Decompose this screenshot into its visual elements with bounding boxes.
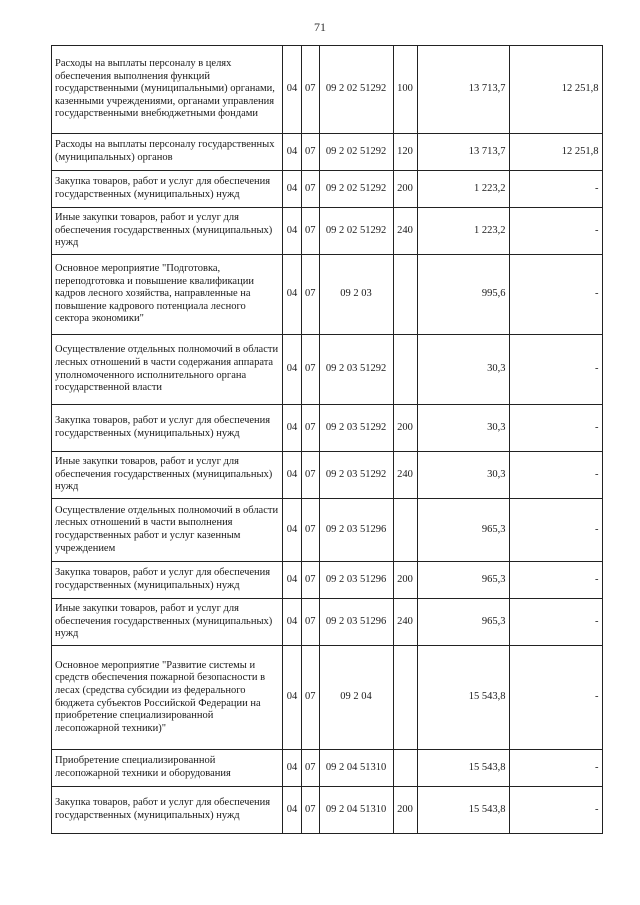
page-number: 71 — [314, 20, 326, 34]
amount-first: 15 543,8 — [417, 787, 509, 834]
expense-name: Закупка товаров, работ и услуг для обеспечения государственных (муниципальных) нужд — [52, 171, 283, 208]
table-row — [52, 562, 603, 599]
expense-type-code: 200 — [393, 171, 417, 208]
subsection-code: 07 — [302, 171, 320, 208]
table-row — [52, 599, 603, 646]
amount-second: - — [509, 562, 602, 599]
subsection-code: 07 — [302, 452, 320, 499]
expense-type-code — [393, 499, 417, 562]
amount-first: 1 223,2 — [417, 171, 509, 208]
table-row — [52, 208, 603, 255]
expense-name: Основное мероприятие "Развитие системы и средств обеспечения пожарной безопасности в лесах (средства субсидии из федерального бюджета субъектов Российской Федерации на приобретение специализированной лесопожарной техники)" — [52, 646, 283, 750]
section-code: 04 — [283, 562, 302, 599]
expense-name: Расходы на выплаты персоналу в целях обеспечения выполнения функций государственными (муниципальными) органами, казенными учреждениями, органами управления государственными внебюджетными фондами — [52, 46, 283, 134]
expense-name: Основное мероприятие "Подготовка, переподготовка и повышение квалификации кадров лесного хозяйства, направленные на повышение кадрового потенциала лесного сектора экономики" — [52, 255, 283, 335]
expense-type-code — [393, 646, 417, 750]
target-article-code: 09 2 03 51292 — [319, 335, 393, 405]
target-article-code: 09 2 04 51310 — [319, 787, 393, 834]
subsection-code: 07 — [302, 599, 320, 646]
amount-second: - — [509, 405, 602, 452]
amount-first: 13 713,7 — [417, 134, 509, 171]
expense-name: Иные закупки товаров, работ и услуг для обеспечения государственных (муниципальных) нужд — [52, 599, 283, 646]
section-code: 04 — [283, 750, 302, 787]
expense-name: Расходы на выплаты персоналу государственных (муниципальных) органов — [52, 134, 283, 171]
table-row — [52, 750, 603, 787]
section-code: 04 — [283, 171, 302, 208]
expense-name: Закупка товаров, работ и услуг для обеспечения государственных (муниципальных) нужд — [52, 562, 283, 599]
expense-name: Осуществление отдельных полномочий в области лесных отношений в части выполнения государственных работ и услуг казенным учреждением — [52, 499, 283, 562]
target-article-code: 09 2 04 51310 — [319, 750, 393, 787]
section-code: 04 — [283, 134, 302, 171]
subsection-code: 07 — [302, 405, 320, 452]
amount-first: 15 543,8 — [417, 646, 509, 750]
amount-first: 965,3 — [417, 599, 509, 646]
amount-second: - — [509, 452, 602, 499]
expense-type-code: 200 — [393, 562, 417, 599]
amount-first: 30,3 — [417, 452, 509, 499]
table-row — [52, 405, 603, 452]
amount-first: 965,3 — [417, 562, 509, 599]
section-code: 04 — [283, 405, 302, 452]
expense-type-code — [393, 255, 417, 335]
section-code: 04 — [283, 787, 302, 834]
target-article-code: 09 2 03 51296 — [319, 599, 393, 646]
section-code: 04 — [283, 646, 302, 750]
table-row — [52, 787, 603, 834]
subsection-code: 07 — [302, 646, 320, 750]
amount-first: 995,6 — [417, 255, 509, 335]
table-row — [52, 335, 603, 405]
subsection-code: 07 — [302, 335, 320, 405]
table-row — [52, 646, 603, 750]
budget-table — [51, 45, 603, 834]
table-body — [52, 46, 603, 834]
table-row — [52, 134, 603, 171]
subsection-code: 07 — [302, 499, 320, 562]
amount-second: 12 251,8 — [509, 46, 602, 134]
amount-second: - — [509, 599, 602, 646]
expense-type-code — [393, 335, 417, 405]
target-article-code: 09 2 03 — [319, 255, 393, 335]
amount-first: 13 713,7 — [417, 46, 509, 134]
amount-second: - — [509, 335, 602, 405]
amount-second: - — [509, 750, 602, 787]
expense-name: Иные закупки товаров, работ и услуг для обеспечения государственных (муниципальных) нужд — [52, 208, 283, 255]
amount-second: 12 251,8 — [509, 134, 602, 171]
amount-second: - — [509, 499, 602, 562]
amount-second: - — [509, 787, 602, 834]
subsection-code: 07 — [302, 255, 320, 335]
expense-type-code: 240 — [393, 452, 417, 499]
amount-second: - — [509, 171, 602, 208]
amount-first: 965,3 — [417, 499, 509, 562]
target-article-code: 09 2 04 — [319, 646, 393, 750]
expense-name: Приобретение специализированной лесопожарной техники и оборудования — [52, 750, 283, 787]
section-code: 04 — [283, 499, 302, 562]
amount-first: 15 543,8 — [417, 750, 509, 787]
target-article-code: 09 2 03 51292 — [319, 452, 393, 499]
expense-name: Осуществление отдельных полномочий в области лесных отношений в части содержания аппарата уполномоченного исполнительного органа государственной власти — [52, 335, 283, 405]
expense-type-code: 100 — [393, 46, 417, 134]
table-row — [52, 499, 603, 562]
section-code: 04 — [283, 208, 302, 255]
table-row — [52, 452, 603, 499]
expense-type-code: 240 — [393, 208, 417, 255]
expense-type-code: 120 — [393, 134, 417, 171]
table-row — [52, 255, 603, 335]
amount-first: 30,3 — [417, 335, 509, 405]
expense-name: Закупка товаров, работ и услуг для обеспечения государственных (муниципальных) нужд — [52, 787, 283, 834]
target-article-code: 09 2 02 51292 — [319, 134, 393, 171]
amount-second: - — [509, 208, 602, 255]
expense-type-code: 200 — [393, 787, 417, 834]
amount-second: - — [509, 255, 602, 335]
expense-name: Закупка товаров, работ и услуг для обеспечения государственных (муниципальных) нужд — [52, 405, 283, 452]
expense-type-code — [393, 750, 417, 787]
subsection-code: 07 — [302, 134, 320, 171]
expense-type-code: 240 — [393, 599, 417, 646]
section-code: 04 — [283, 46, 302, 134]
section-code: 04 — [283, 452, 302, 499]
target-article-code: 09 2 03 51296 — [319, 499, 393, 562]
amount-first: 30,3 — [417, 405, 509, 452]
target-article-code: 09 2 02 51292 — [319, 46, 393, 134]
section-code: 04 — [283, 599, 302, 646]
subsection-code: 07 — [302, 750, 320, 787]
table-row — [52, 171, 603, 208]
target-article-code: 09 2 03 51292 — [319, 405, 393, 452]
amount-first: 1 223,2 — [417, 208, 509, 255]
expense-type-code: 200 — [393, 405, 417, 452]
subsection-code: 07 — [302, 787, 320, 834]
table-row — [52, 46, 603, 134]
target-article-code: 09 2 02 51292 — [319, 208, 393, 255]
amount-second: - — [509, 646, 602, 750]
expense-name: Иные закупки товаров, работ и услуг для обеспечения государственных (муниципальных) нужд — [52, 452, 283, 499]
section-code: 04 — [283, 255, 302, 335]
section-code: 04 — [283, 335, 302, 405]
subsection-code: 07 — [302, 46, 320, 134]
subsection-code: 07 — [302, 208, 320, 255]
target-article-code: 09 2 02 51292 — [319, 171, 393, 208]
target-article-code: 09 2 03 51296 — [319, 562, 393, 599]
subsection-code: 07 — [302, 562, 320, 599]
